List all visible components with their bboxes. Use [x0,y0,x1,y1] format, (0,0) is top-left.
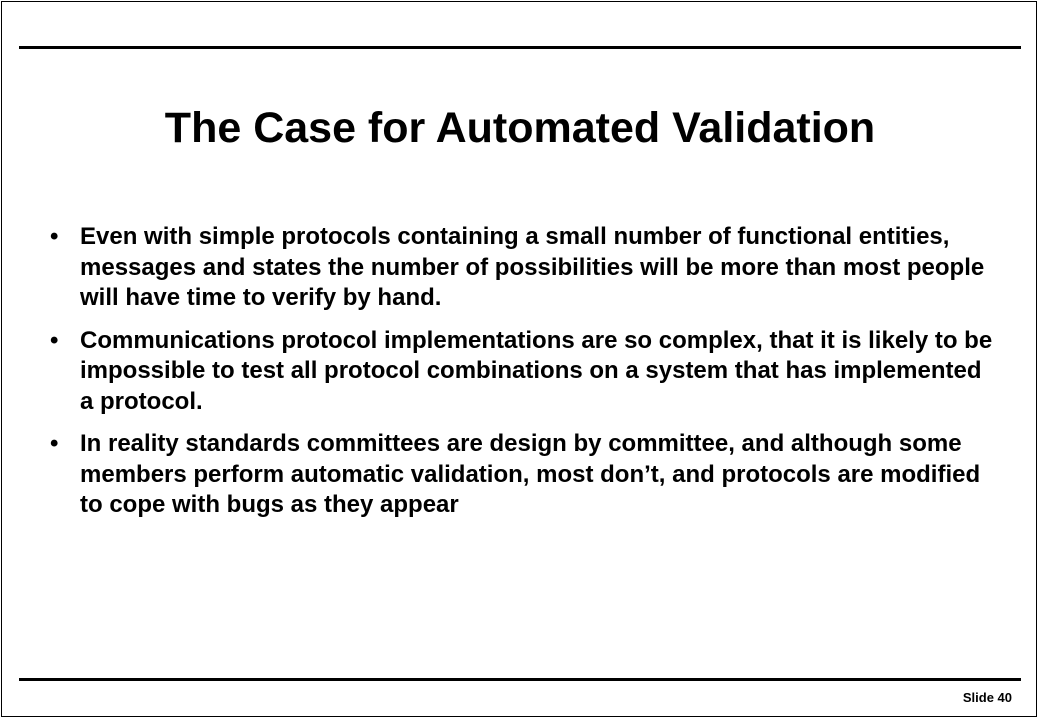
bullet-list [50,222,1000,533]
bullet-text: In reality standards committees are design by committee, and although some members perform automatic validation, most don’t, and protocols are modified to cope with bugs as they appear [80,430,981,518]
slide-title: The Case for Automated Validation [164,104,876,152]
bullet-text: Even with simple protocols containing a small number of functional entities, messages and states the number of possibilities will be more than most people will have time to verify by hand. [80,223,985,311]
top-divider [19,46,1021,49]
bottom-divider [19,678,1021,681]
slide-number: Slide 40 [962,690,1012,705]
bullet-item [50,326,1000,418]
bullet-item [50,429,1000,521]
bullet-marker: • [50,223,59,250]
bullet-marker: • [50,430,59,457]
bullet-marker: • [50,326,59,354]
bullet-text: Communications protocol implementations are so complex, that it is likely to be impossible to test all protocol combinations on a system that has implemented a protocol. [80,326,993,415]
bullet-item [50,222,1000,314]
